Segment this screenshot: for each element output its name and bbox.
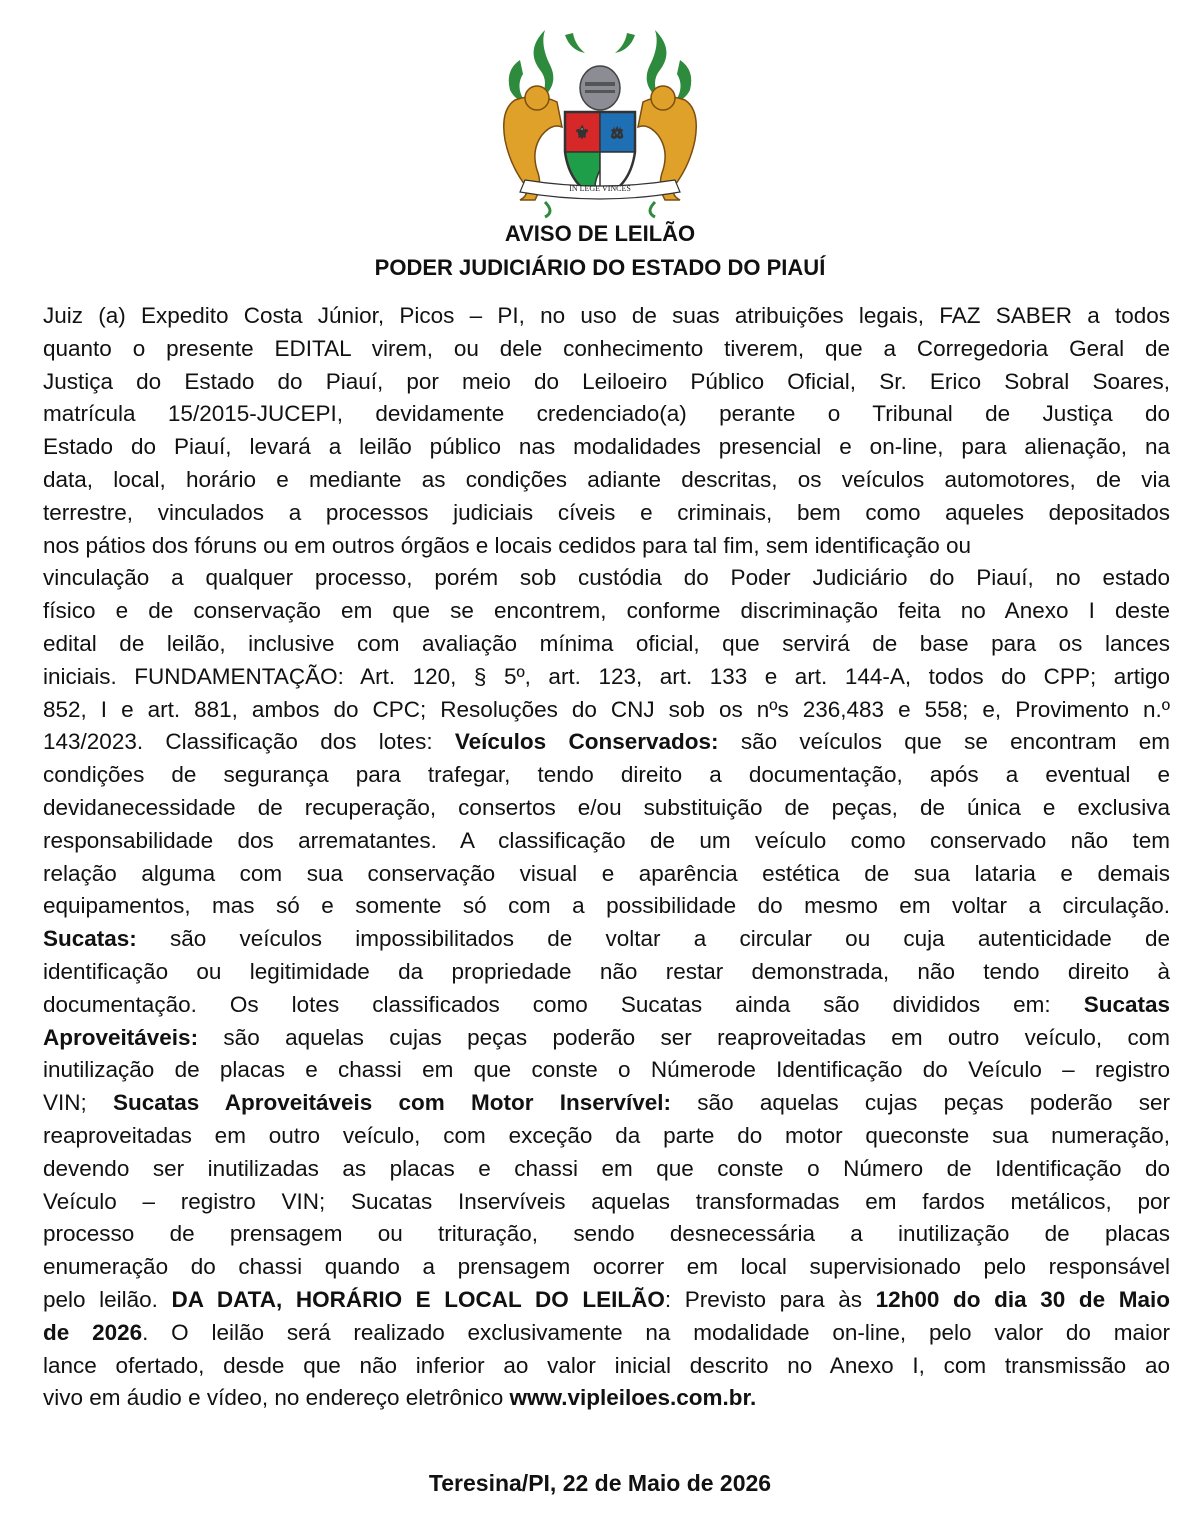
coat-of-arms-logo	[485, 20, 715, 220]
body-line: Veículo – registro VIN; Sucatas Inservíveis aquelas transformadas em fardos metálicos, por	[43, 1188, 1170, 1214]
auction-year: de 2026	[43, 1319, 143, 1345]
term-sucatas-aproveitaveis-part2: Aproveitáveis:	[43, 1024, 199, 1050]
body-line: vinculação a qualquer processo, porém sob custódia do Poder Judiciário do Piauí, no estado	[43, 565, 1170, 591]
auction-time: 12h00 do dia 30 de Maio	[875, 1286, 1170, 1312]
body-line: edital de leilão, inclusive com avaliação mínima oficial, que servirá de base para os lances	[43, 630, 1170, 656]
body-text: vivo em áudio e vídeo, no endereço eletrônico	[43, 1385, 510, 1411]
body-line: quanto o presente EDITAL virem, ou dele conhecimento tiverem, que a Corregedoria Geral de	[43, 335, 1170, 361]
body-line: reaproveitadas em outro veículo, com exceção da parte do motor queconste sua numeração,	[43, 1122, 1170, 1148]
term-sucatas-aproveitaveis-part1: Sucatas	[1083, 991, 1170, 1017]
svg-text:⚖: ⚖	[610, 126, 624, 142]
notice-title: AVISO DE LEILÃO	[504, 221, 696, 246]
body-line: identificação ou legitimidade da propriedade não restar demonstrada, não tendo direito à	[43, 958, 1170, 984]
body-line: Justiça do Estado do Piauí, por meio do Leiloeiro Público Oficial, Sr. Erico Sobral Soares,	[43, 368, 1170, 394]
body-line: iniciais. FUNDAMENTAÇÃO: Art. 120, § 5º, art. 123, art. 133 e art. 144-A, todos do CPP; artigo	[43, 663, 1170, 689]
body-line: 852, I e art. 881, ambos do CPC; Resoluções do CNJ sob os nºs 236,483 e 558; e, Provimento n.º	[43, 696, 1170, 722]
place-and-date: Teresina/PI, 22 de Maio de 2026	[428, 1470, 772, 1496]
auction-website-link[interactable]: www.vipleiloes.com.br.	[509, 1385, 757, 1411]
body-text: são veículos que se encontram em	[718, 729, 1170, 755]
body-line: data, local, horário e mediante as condições adiante descritas, os veículos automotores, de via	[43, 466, 1170, 492]
section-data-horario-local: DA DATA, HORÁRIO E LOCAL DO LEILÃO	[171, 1286, 665, 1312]
body-line	[43, 1284, 1170, 1317]
term-sucatas: Sucatas:	[43, 926, 137, 952]
court-name: PODER JUDICIÁRIO DO ESTADO DO PIAUÍ	[374, 255, 826, 280]
body-line	[43, 989, 1170, 1022]
body-line: devidanecessidade de recuperação, consertos e/ou substituição de peças, de única e exclusiva	[43, 794, 1170, 820]
body-line: lance ofertado, desde que não inferior ao valor inicial descrito no Anexo I, com transmissão ao	[43, 1352, 1170, 1378]
body-text: 143/2023. Classificação dos lotes:	[43, 729, 455, 755]
body-text: pelo leilão.	[43, 1286, 172, 1312]
body-line: terrestre, vinculados a processos judiciais cíveis e criminais, bem como aqueles depositados	[43, 499, 1170, 525]
term-sucatas-motor-inservivel: Sucatas Aproveitáveis com Motor Inservível:	[113, 1090, 672, 1116]
helmet-icon	[580, 66, 620, 110]
svg-text:IN LEGE VINCES: IN LEGE VINCES	[569, 184, 631, 193]
body-text: VIN;	[43, 1090, 113, 1116]
body-text: são aquelas cujas peças poderão ser	[671, 1090, 1170, 1116]
body-line	[43, 1087, 1170, 1120]
svg-text:⚜: ⚜	[574, 123, 590, 142]
body-line: equipamentos, mas só e somente só com a possibilidade do mesmo em voltar a circulação.	[43, 893, 1170, 919]
body-line: responsabilidade dos arrematantes. A classificação de um veículo como conservado não tem	[43, 827, 1170, 853]
body-line: nos pátios dos fóruns ou em outros órgãos e locais cedidos para tal fim, sem identificação ou	[43, 532, 972, 558]
body-line: devendo ser inutilizadas as placas e chassi em que conste o Número de Identificação do	[43, 1155, 1170, 1181]
body-line	[43, 1382, 1170, 1415]
body-line: enumeração do chassi quando a prensagem ocorrer em local supervisionado pelo responsável	[43, 1254, 1170, 1280]
body-line	[43, 726, 1170, 759]
body-line	[43, 1022, 1170, 1055]
body-line: condições de segurança para trafegar, tendo direito a documentação, após a eventual e	[43, 762, 1170, 788]
body-line: físico e de conservação em que se encontrem, conforme discriminação feita no Anexo I deste	[43, 598, 1170, 624]
body-text: . O leilão será realizado exclusivamente na modalidade on-line, pelo valor do maior	[142, 1319, 1170, 1345]
edital-body	[43, 300, 1170, 1415]
body-line: processo de prensagem ou trituração, sendo desnecessária a inutilização de placas	[43, 1221, 1170, 1247]
body-text: são aquelas cujas peças poderão ser reaproveitadas em outro veículo, com	[198, 1024, 1170, 1050]
body-line: matrícula 15/2015-JUCEPI, devidamente credenciado(a) perante o Tribunal de Justiça do	[43, 401, 1170, 427]
body-line	[43, 923, 1170, 956]
term-veiculos-conservados: Veículos Conservados:	[454, 729, 719, 755]
body-text: são veículos impossibilitados de voltar a circular ou cuja autenticidade de	[136, 926, 1170, 952]
body-line: inutilização de placas e chassi em que conste o Númerode Identificação do Veículo – registro	[43, 1057, 1170, 1083]
body-line: relação alguma com sua conservação visual e aparência estética de sua lataria e demais	[43, 860, 1170, 886]
body-line	[43, 1317, 1170, 1350]
body-line: Juiz (a) Expedito Costa Júnior, Picos – PI, no uso de suas atribuições legais, FAZ SABER a todos	[43, 303, 1170, 328]
body-text: : Previsto para às	[664, 1286, 876, 1312]
body-text: documentação. Os lotes classificados como Sucatas ainda são divididos em:	[43, 991, 1084, 1017]
body-line: Estado do Piauí, levará a leilão público nas modalidades presencial e on-line, para alienação, na	[43, 434, 1170, 460]
